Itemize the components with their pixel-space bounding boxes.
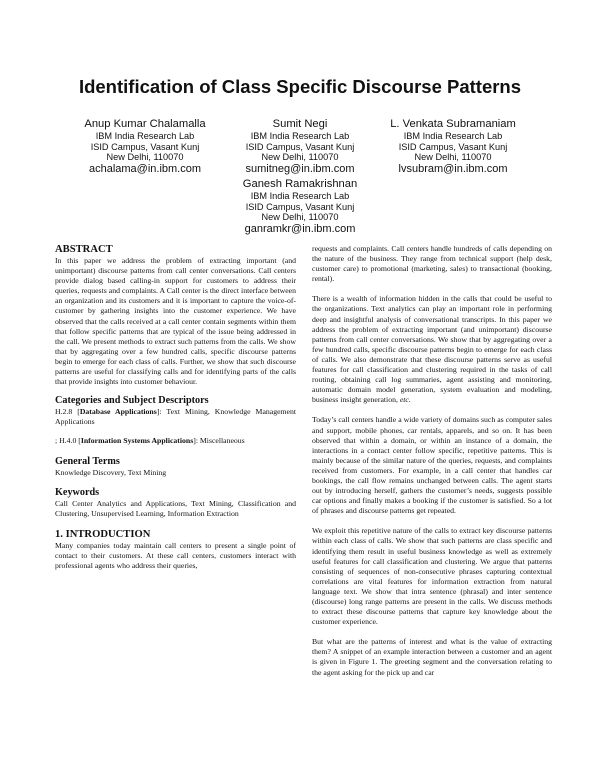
body-paragraph (312, 294, 552, 405)
author-org: IBM India Research Lab (250, 191, 350, 201)
categories-line-2 (55, 436, 296, 446)
abstract-heading: ABSTRACT (55, 244, 113, 255)
author-block (368, 118, 538, 175)
author-city: New Delhi, 110070 (261, 212, 339, 223)
etc-text: etc. (399, 395, 411, 405)
author-city: New Delhi, 110070 (414, 152, 492, 163)
category-desc: ]: Miscellaneous (193, 436, 245, 446)
introduction-heading: 1. INTRODUCTION (55, 528, 151, 540)
author-campus: ISID Campus, Vasant Kunj (90, 141, 200, 152)
introduction-paragraph: Many companies today maintain call centers to present a single point of contact to their customers. At these call centers, customers interact with professional agents who address their queries, (55, 540, 296, 570)
categories-line-1 (55, 407, 296, 427)
author-campus: ISID Campus, Vasant Kunj (398, 141, 508, 152)
abstract-text: In this paper we address the problem of extracting important (and unimportant) discourse patterns from call center conversations. Call centers provide dialog based calling-in support for customers to address their queries, requests and complaints. A Call center is the direct interface between an organization and its customers and it is important to capture the voice-of-customer by gathering insights into the customer experience. We have observed that the calls received at a call center contain segments within them that follow specific patterns that are typical of the issue being addressed in the call. We present methods to extract such patterns from the calls. We show that by aggregating over a few hundred calls, specific discourse patterns begin to emerge for each class of calls. Further, we show that such discourse patterns are useful for classifying calls and for identifying parts of the calls that provide insights into customer behaviour. (55, 256, 296, 387)
author-name: Ganesh Ramakrishnan (242, 178, 358, 190)
category-name: Database Applications (79, 407, 157, 417)
category-code: ; H.4.0 [ (55, 436, 81, 446)
paper-title: Identification of Class Specific Discourse Patterns (78, 76, 522, 97)
general-terms-text: Knowledge Discovery, Text Mining (55, 467, 167, 477)
author-org: IBM India Research Lab (403, 131, 503, 141)
author-city: New Delhi, 110070 (106, 152, 184, 163)
author-email: sumitneg@in.ibm.com (245, 162, 355, 175)
author-name: Anup Kumar Chalamalla (84, 118, 206, 130)
body-paragraph: requests and complaints. Call centers handle hundreds of calls depending on the nature of the business. They range from technical support (help desk, customer care) to promotional (marketing, sales) to transactional (booking, rental). (312, 244, 552, 284)
categories-heading: Categories and Subject Descriptors (55, 395, 209, 407)
category-code: H.2.8 [ (55, 407, 80, 417)
general-terms-heading: General Terms (55, 455, 120, 467)
author-campus: ISID Campus, Vasant Kunj (245, 201, 355, 212)
right-column (312, 244, 552, 678)
author-org: IBM India Research Lab (250, 131, 350, 141)
body-text: There is a wealth of information hidden in the calls that could be useful to the organizations. Text analytics can play an important role in performing deep and insightful analysis of conversational transcripts. In this paper we address the problem of extracting important (and unimportant) discourse patterns from call center conversations. We show that by aggregating over a few hundred calls, specific discourse patterns begin to emerge for each class of calls. We also demonstrate that these discourse patterns serve as useful features for call classification and clustering required in the tasks of call routing, obtaining call log summaries, agent assisting and monitoring, automatic domain model generation, system evaluation and modeling, business insight generation, (312, 294, 552, 405)
author-email: lvsubram@in.ibm.com (398, 162, 508, 175)
author-name: Sumit Negi (272, 118, 328, 130)
body-paragraph: Today’s call centers handle a wide variety of domains such as computer sales and support, mobile phones, car rentals, apparels, and so on. It has been observed that within a domain, or within an instance of a domain, the interactions in a contact center follow specific, repetitive patterns. This is mainly because of the similar nature of the queries, requests, and complaints received from customers. For example, in a call center that handles car bookings, the call flow remains unchanged between calls. The agent starts out by introducing herself, gathers the customer’s needs, suggests possible car options and finally makes a booking if the customer is satisfied. So a lot of phrases and discourse patterns get repeated. (312, 415, 552, 516)
left-column (55, 244, 296, 571)
author-block (60, 118, 230, 175)
category-desc: ]: Text Mining, Knowledge Management Applications (55, 407, 297, 427)
author-block (220, 178, 380, 235)
body-paragraph: We exploit this repetitive nature of the calls to extract key discourse patterns within each class of calls. We show that such patterns are class specific and identifying them result in useful business knowledge as well as extremely useful features for call classification and clustering. We argue that patterns consisting of sequences of non-consecutive phrases capturing contextual correlations are vital features for information extraction from natural language text. We show that intra sentence (phrasal) and inter sentence (discourse) long range patterns are present in the calls. We discuss methods to extract these discourse patterns that capture key knowledge about the customer experience. (312, 526, 552, 627)
author-block (220, 118, 380, 175)
author-campus: ISID Campus, Vasant Kunj (245, 141, 355, 152)
keywords-heading: Keywords (55, 486, 100, 498)
author-city: New Delhi, 110070 (261, 152, 339, 163)
author-name: L. Venkata Subramaniam (390, 118, 516, 130)
category-name: Information Systems Applications (80, 436, 194, 446)
author-org: IBM India Research Lab (95, 131, 195, 141)
keywords-text: Call Center Analytics and Applications, Text Mining, Classification and Clustering, Unsupervised Learning, Information Extraction (55, 498, 296, 518)
author-email: achalama@in.ibm.com (88, 162, 202, 175)
body-paragraph: But what are the patterns of interest and what is the value of extracting them? A snippet of an example interaction between a customer and an agent is given in Figure 1. The greeting segment and the conversation relating to the agent asking for the pick up and car (312, 637, 552, 677)
author-email: ganramkr@in.ibm.com (244, 222, 356, 235)
